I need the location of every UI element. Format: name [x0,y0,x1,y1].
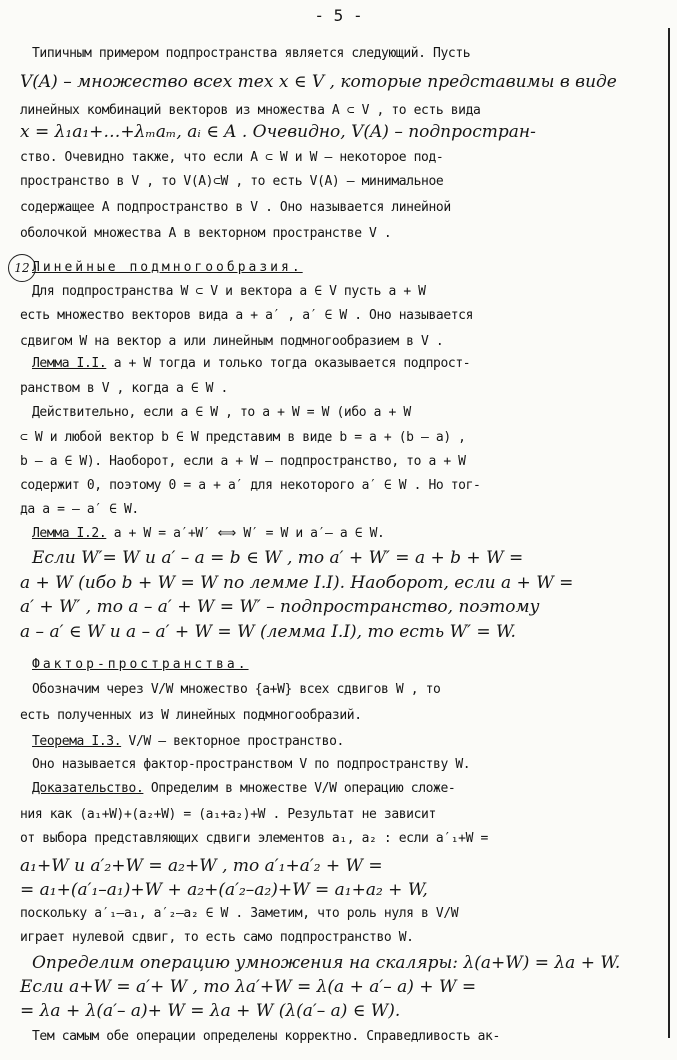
text-line: Определим операцию умножения на скаляры: λ(a+W) = λa + W. [32,953,621,973]
text-line: b – a ∈ W). Наоборот, если a + W – подпространство, то a + W [20,454,466,469]
text-line: Теорема I.3. V/W – векторное пространство. [32,734,344,749]
text-line: ство. Очевидно также, что если A ⊂ W и W – некоторое под- [20,150,444,165]
text-line: Тем самым обе операции определены корректно. Справедливость ак- [32,1029,500,1044]
text-line: ⊂ W и любой вектор b ∈ W представим в виде b = a + (b – a) , [20,430,466,445]
text-line: есть полученных из W линейных подмногообразий. [20,708,362,723]
text-line: содержит 0, поэтому 0 = a + a′ для некоторого a′ ∈ W . Но тог- [20,478,481,493]
underlined-label: Лемма I.I. [32,356,107,371]
text-line: Лемма I.2. a + W = a′+W′ ⟺ W′ = W и a′– a ∈ W. [32,526,385,541]
text-line: Если a+W = a′+ W , то λa′+W = λ(a + a′– a) + W = [20,977,477,997]
underlined-label: Теорема I.3. [32,734,122,749]
text-line: a′ + W′ , то a – a′ + W = W′ – подпространство, поэтому [20,597,540,617]
text-line: a – a′ ∈ W и a – a′ + W = W (лемма I.I), то есть W′ = W. [20,622,516,642]
section-heading: Линейные подмногообразия. [32,260,303,275]
text-line: содержащее A подпространство в V . Оно называется линейной [20,200,451,215]
underlined-label: Доказательство. [32,781,144,796]
text-line: сдвигом W на вектор a или линейным подмногообразием в V . [20,334,444,349]
text-line: = λa + λ(a′– a)+ W = λa + W (λ(a′– a) ∈ W). [20,1001,401,1021]
text-line: Оно называется фактор-пространством V по подпространству W. [32,757,471,772]
right-margin-line [668,28,670,1038]
text-line: есть множество векторов вида a + a′ , a′ ∈ W . Оно называется [20,308,474,323]
text-line: x = λ₁a₁+…+λₘaₘ, aᵢ ∈ A . Очевидно, V(A) – подпростран- [20,122,536,142]
text-line: оболочкой множества A в векторном пространстве V . [20,226,392,241]
text-line: = a₁+(a′₁–a₁)+W + a₂+(a′₂–a₂)+W = a₁+a₂ + W, [20,880,428,900]
text-line [32,258,303,278]
text-line: Обозначим через V/W множество {a+W} всех сдвигов W , то [32,682,441,697]
text-line: ранством в V , когда a ∈ W . [20,381,228,396]
text-line: Доказательство. Определим в множестве V/W операцию сложе- [32,781,456,796]
text-line: a₁+W и a′₂+W = a₂+W , то a′₁+a′₂ + W = [20,856,383,876]
text-line: Для подпространства W ⊂ V и вектора a ∈ V пусть a + W [32,284,426,299]
text-line: от выбора представляющих сдвиги элементов a₁, a₂ : если a′₁+W = [20,831,488,846]
text-line: Лемма I.I. a + W тогда и только тогда оказывается подпрост- [32,356,471,371]
page-number: - 5 - [314,6,363,25]
text-line: ния как (a₁+W)+(a₂+W) = (a₁+a₂)+W . Результат не зависит [20,807,436,822]
text-line: линейных комбинаций векторов из множества A ⊂ V , то есть вида [20,103,481,118]
text-line: Типичным примером подпространства является следующий. Пусть [32,46,471,61]
text-line: пространство в V , то V(A)⊂W , то есть V(A) – минимальное [20,174,444,189]
underlined-label: Лемма I.2. [32,526,107,541]
text-line: V(A) – множество всех тех x ∈ V , которые представимы в виде [20,72,617,92]
section-heading: Фактор-пространства. [32,657,249,672]
text-line [32,655,249,675]
text-line: да a = – a′ ∈ W. [20,502,139,517]
text-line: a + W (ибо b + W = W по лемме I.I). Наоборот, если a + W = [20,573,574,593]
section-number-circle: 12 [8,254,36,282]
text-line: играет нулевой сдвиг, то есть само подпространство W. [20,930,414,945]
text-line: Если W′= W и a′ – a = b ∈ W , то a′ + W′ = a + b + W = [32,548,524,568]
text-line: поскольку a′₁–a₁, a′₂–a₂ ∈ W . Заметим, что роль нуля в V/W [20,906,459,921]
text-line: Действительно, если a ∈ W , то a + W = W (ибо a + W [32,405,411,420]
